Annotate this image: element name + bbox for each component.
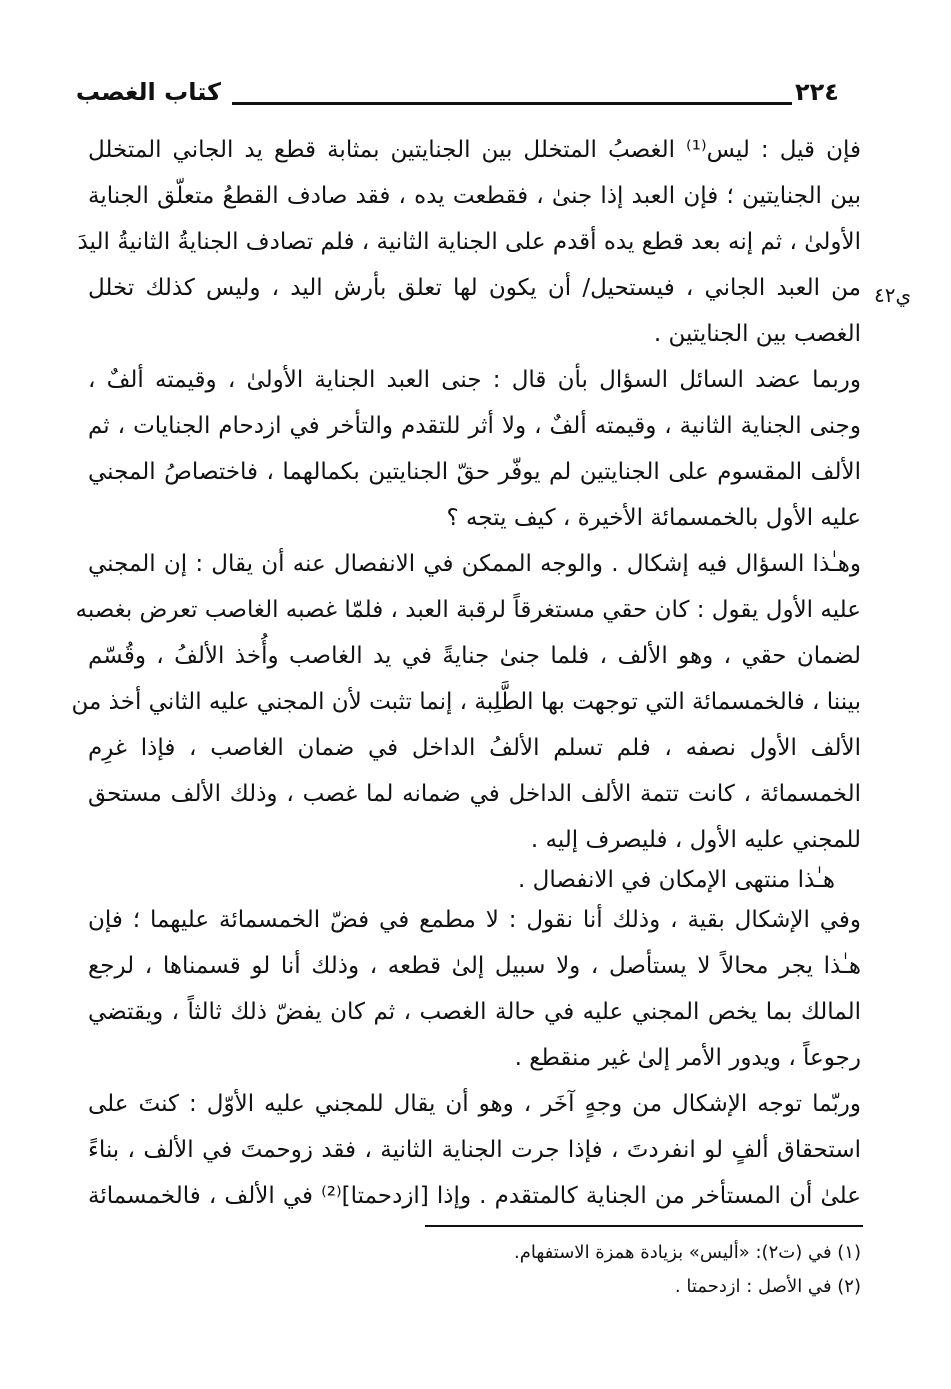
running-title: كتاب الغصب [75,78,221,106]
footnote-rule [425,1225,863,1227]
text-line: من العبد الجاني ، فيستحيل/ أن يكون لها تعلق بأرش اليد ، وليس كذلك تخلل [88,275,861,301]
page-number: ٢٢٤ [795,78,839,106]
text-line: وفي الإشكال بقية ، وذلك أنا نقول : لا مطمع في فضّ الخمسمائة عليهما ؛ فإن [88,907,861,933]
text-line: بيننا ، فالخمسمائة التي توجهت بها الطَّلِبة ، إنما تثبت لأن المجني عليه الثاني أخذ من [71,689,861,715]
text-line: وهـٰذا السؤال فيه إشكال . والوجه الممكن في الانفصال عنه أن يقال : إن المجني [88,551,861,577]
text-line: وجنى الجناية الثانية ، وقيمته ألفٌ ، ولا أثر للتقدم والتأخر في ازدحام الجنايات ، ثم [88,413,861,439]
text-line: الغصب بين الجنايتين . [653,321,861,347]
text-line: لضمان حقي ، وهو الألف ، فلما جنىٰ جنايةً في يد الغاصب وأُخذ الألفُ ، وقُسّم [88,643,861,669]
text-line: الألف الأول نصفه ، فلم تسلم الألفُ الداخل في ضمان الغاصب ، فإذا غرِم [88,735,861,761]
footnote: (١) في (ت٢): «أليس» بزيادة همزة الاستفهام. [514,1242,861,1263]
text-line: وربّما توجه الإشكال من وجهٍ آخَر ، وهو أن يقال للمجني عليه الأوّل : كنتَ على [88,1091,861,1117]
footnote: (٢) في الأصل : ازدحمتا . [674,1276,861,1297]
text-line: المالك بما يخص المجني عليه في حالة الغصب ، ثم كان يفضّ ذلك ثالثاً ، ويقتضي [88,999,861,1025]
text-line: استحقاق ألفٍ لو انفردتَ ، فإذا جرت الجناية الثانية ، فقد زوحمتَ في الألف ، بناءً [88,1137,861,1163]
text-line: هـٰذا يجر محالاً لا يستأصل ، ولا سبيل إلىٰ قطعه ، وذلك أنا لو قسمناها ، لرجع [88,953,861,979]
text-line: الألف المقسوم على الجنايتين لم يوفّر حقّ الجنايتين بكمالهما ، فاختصاصُ المجني [88,459,861,485]
text-line: فإن قيل : ليس⁽¹⁾ الغصبُ المتخلل بين الجنايتين بمثابة قطع يد الجاني المتخلل [88,137,861,163]
text-line: للمجني عليه الأول ، فليصرف إليه . [530,827,861,853]
manuscript-folio-note: ي٤٢ [874,283,912,307]
text-line: علىٰ أن المستأخر من الجناية كالمتقدم . وإذا [ازدحمتا]⁽²⁾ في الألف ، فالخمسمائة [88,1183,861,1209]
text-line: بين الجنايتين ؛ فإن العبد إذا جنىٰ ، فقطعت يده ، فقد صادف القطعُ متعلّق الجناية [88,183,861,209]
text-line: هـٰذا منتهى الإمكان في الانفصال . [518,867,835,893]
text-line: رجوعاً ، ويدور الأمر إلىٰ غير منقطع . [514,1045,861,1071]
text-line: وربما عضد السائل السؤال بأن قال : جنى العبد الجناية الأولىٰ ، وقيمته ألفٌ ، [88,367,861,393]
header-rule [232,102,792,105]
text-line: الخمسمائة ، كانت تتمة الألف الداخل في ضمانه لما غصب ، وذلك الألف مستحق [88,781,861,807]
text-line: الأولىٰ ، ثم إنه بعد قطع يده أقدم على الجناية الثانية ، فلم تصادف الجنايةُ الثانيةُ اليدَ [77,229,861,255]
text-line: عليه الأول بالخمسمائة الأخيرة ، كيف يتجه ؟ [446,505,861,531]
text-line: عليه الأول يقول : كان حقي مستغرقاً لرقبة العبد ، فلمّا غصبه الغاصب تعرض بغصبه [75,597,861,623]
